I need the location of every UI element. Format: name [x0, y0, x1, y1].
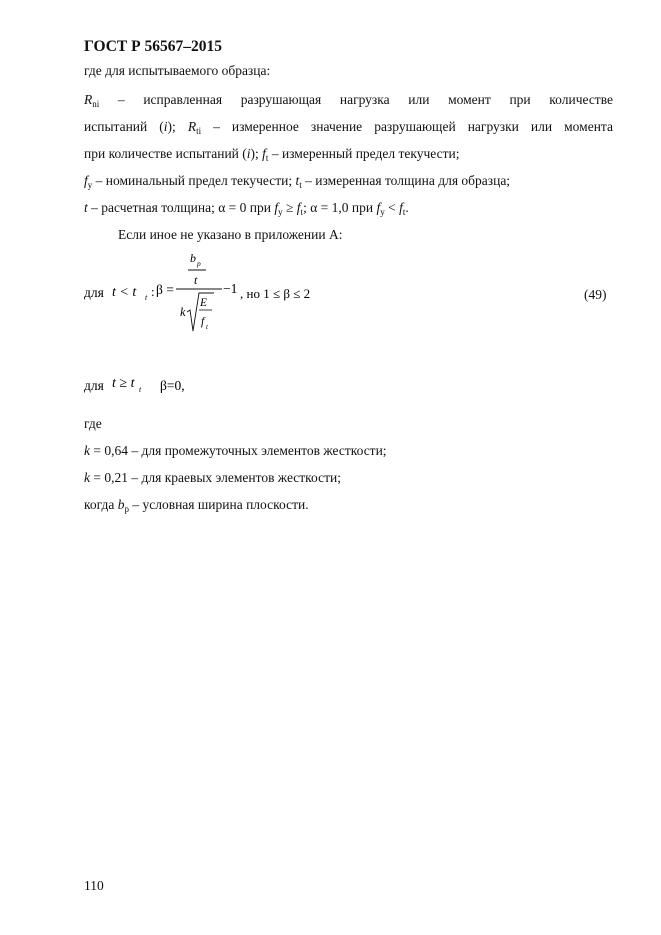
bp-definition [84, 496, 309, 514]
subscript: t [300, 207, 304, 217]
symbol-f: f [296, 200, 301, 215]
symbol-t: t [295, 173, 300, 188]
text: ); [250, 146, 263, 161]
symbol-f: f [262, 146, 266, 161]
text: испытаний ( [84, 119, 164, 134]
description: – для краевых элементов жесткости; [128, 470, 342, 485]
formula-prefix: для [84, 285, 104, 300]
definition-text: – измеренная толщина для образца; [301, 173, 511, 188]
formula-beta-zero [80, 370, 220, 398]
subscript: y [278, 207, 283, 217]
definition-text: – измеренный предел текучести; [268, 146, 460, 161]
text: < [384, 200, 400, 215]
text: когда [84, 497, 118, 512]
symbol-f: f [376, 200, 381, 215]
formula-range: , но 1 ≤ β ≤ 2 [240, 286, 311, 301]
description: – для промежуточных элементов жесткости; [128, 443, 387, 458]
symbol-t: t [84, 200, 88, 215]
symbol-r: R [84, 92, 93, 107]
subscript: t [402, 207, 406, 217]
value: = 0,21 [90, 470, 128, 485]
symbol-f: f [399, 200, 403, 215]
formula-condition: t < t [112, 285, 137, 300]
subscript: ni [92, 99, 100, 109]
symbol-f: f [84, 173, 88, 188]
formula-t: t [194, 273, 198, 287]
paragraph-annex: Если иное не указано в приложении А: [118, 227, 343, 242]
symbol-r: R [187, 119, 197, 134]
where-label: где [84, 416, 102, 431]
text: – номинальный предел текучести; [92, 173, 296, 188]
definition-rti [84, 118, 613, 136]
text: при количестве испытаний ( [84, 146, 247, 161]
formula-beta: β = [156, 282, 174, 297]
symbol-k: k [84, 470, 90, 485]
formula-49 [80, 248, 340, 340]
definition-rni [84, 91, 613, 109]
definition-ft [84, 145, 459, 163]
subscript: y [380, 207, 385, 217]
k-intermediate [84, 442, 387, 460]
formula-f: f [201, 316, 205, 328]
subscript: p [124, 504, 129, 514]
formula-bp-sub: p [197, 259, 201, 268]
formula-k: k [180, 305, 186, 319]
equation-number: (49) [584, 287, 607, 302]
text: . [405, 200, 409, 215]
text: ; α = 1,0 при [303, 200, 377, 215]
formula-result: β=0, [160, 378, 185, 393]
symbol-f: f [274, 200, 279, 215]
formula-colon: : [151, 284, 155, 299]
document-header: ГОСТ Р 56567–2015 [84, 38, 222, 55]
formula-condition-sub: t [139, 385, 142, 394]
formula-minus-one: −1 [223, 281, 238, 296]
value: = 0,64 [90, 443, 128, 458]
symbol-i: i [163, 119, 168, 134]
k-edge [84, 469, 341, 487]
text: ≥ [282, 200, 297, 215]
definition-text: – измеренное значение разрушающей нагрузки или момента [201, 119, 613, 134]
formula-e: E [200, 297, 208, 309]
formula-f-sub: t [206, 323, 208, 331]
formula-condition: t ≥ t [112, 376, 135, 391]
formula-prefix: для [84, 378, 104, 393]
formula-condition-sub: t [145, 293, 148, 302]
subscript: y [87, 180, 93, 190]
text: ); [167, 119, 188, 134]
definition-text: – исправленная разрушающая нагрузка или момент при количестве [99, 92, 613, 107]
intro-line: где для испытываемого образца: [84, 63, 271, 78]
symbol-i: i [246, 146, 251, 161]
symbol-b: b [117, 497, 125, 512]
subscript: ti [196, 126, 202, 136]
formula-bp: b [190, 251, 196, 265]
description: – условная ширина плоскости. [128, 497, 309, 512]
definition-fy [84, 172, 510, 190]
symbol-k: k [84, 443, 90, 458]
page-number: 110 [84, 878, 104, 893]
subscript: t [299, 180, 302, 190]
text: – расчетная толщина; α = 0 при [87, 200, 275, 215]
subscript: t [265, 153, 269, 163]
definition-t [84, 199, 409, 217]
